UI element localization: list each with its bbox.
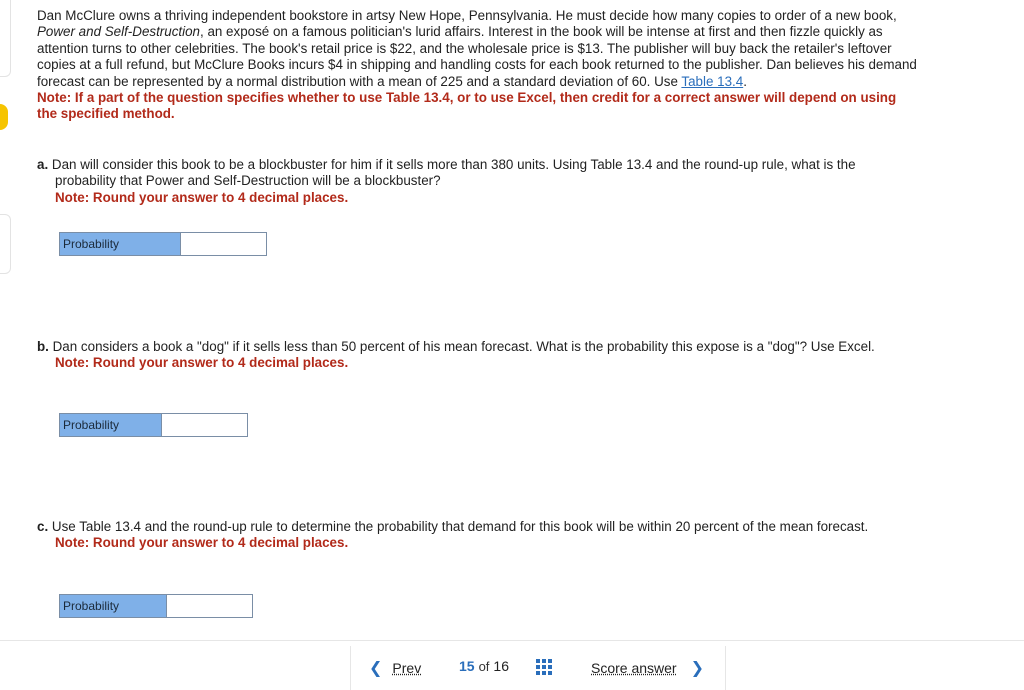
question-a-text-block (37, 157, 917, 190)
footer-divider (0, 640, 1024, 641)
current-page: 15 (459, 658, 475, 674)
prev-label: Prev (392, 660, 422, 676)
question-b-letter: b. (37, 339, 49, 354)
page-of-label: of (478, 659, 490, 674)
prev-button[interactable] (369, 658, 421, 678)
book-title: Power and Self-Destruction (37, 24, 200, 40)
answer-a-label: Probability (60, 233, 180, 255)
answer-b-input[interactable] (161, 414, 247, 436)
grid-icon[interactable] (536, 659, 553, 676)
page-indicator (459, 658, 509, 674)
table-link[interactable]: Table 13.4 (681, 73, 744, 89)
score-answer-label: Score answer (591, 660, 677, 676)
answer-c-row (59, 594, 253, 618)
question-marker[interactable] (0, 104, 8, 130)
answer-a-input[interactable] (180, 233, 266, 255)
chevron-right-icon: ❯ (690, 660, 704, 677)
answer-c-label: Probability (60, 595, 166, 617)
question-b-text-block (37, 339, 917, 355)
question-a-text: Dan will consider this book to be a blockbuster for him if it sells more than 380 units. Using Table 13.4 and the round-up rule, what is the probability that Power and Self-Destruction will be a blockbuster? (51, 157, 856, 189)
total-pages: 16 (493, 658, 509, 674)
problem-statement (37, 8, 917, 123)
answer-a-row (59, 232, 267, 256)
intro-paragraph (37, 8, 917, 90)
footer-nav (350, 646, 726, 690)
intro-text-3: . (743, 73, 747, 89)
answer-b-row (59, 413, 248, 437)
question-a-note: Note: Round your answer to 4 decimal places. (55, 189, 349, 205)
score-answer-button[interactable] (591, 658, 704, 678)
left-rail-tab-secondary[interactable] (0, 214, 11, 274)
question-b-note: Note: Round your answer to 4 decimal places. (55, 355, 349, 371)
intro-text-2: , an exposé on a famous politician's lurid affairs. Interest in the book will be intense at first and then fizzle quickly as attention turns to other celebrities. The book's retail price is $22, and the wholesale price is $13. The publisher will buy back the retailer's leftover copies at a full refund, but McClure Books incurs $4 in shipping and handling costs for each book returned to the publisher. Dan believes his demand forecast can be represented by a normal distribution with a mean of 225 and a standard deviation of 60. Use (37, 24, 917, 89)
question-a-letter: a. (37, 157, 49, 172)
question-c-letter: c. (37, 519, 49, 534)
question-c-text: Use Table 13.4 and the round-up rule to determine the probability that demand for this book will be within 20 percent of the mean forecast. (51, 519, 869, 534)
answer-c-input[interactable] (166, 595, 252, 617)
question-c-text-block (37, 519, 917, 535)
question-c (37, 519, 917, 552)
question-c-note: Note: Round your answer to 4 decimal places. (55, 535, 349, 551)
intro-text-1: Dan McClure owns a thriving independent bookstore in artsy New Hope, Pennsylvania. He must decide how many copies to order of a new book, (37, 8, 897, 23)
chevron-left-icon: ❮ (369, 660, 383, 677)
question-a (37, 157, 917, 206)
method-note: Note: If a part of the question specifies whether to use Table 13.4, or to use Excel, then credit for a correct answer will depend on using the specified method. (37, 90, 897, 122)
question-b (37, 339, 917, 372)
left-rail-tab[interactable] (0, 0, 11, 77)
question-b-text: Dan considers a book a "dog" if it sells less than 50 percent of his mean forecast. What is the probability this expose is a "dog"? Use Excel. (52, 339, 875, 354)
answer-b-label: Probability (60, 414, 161, 436)
